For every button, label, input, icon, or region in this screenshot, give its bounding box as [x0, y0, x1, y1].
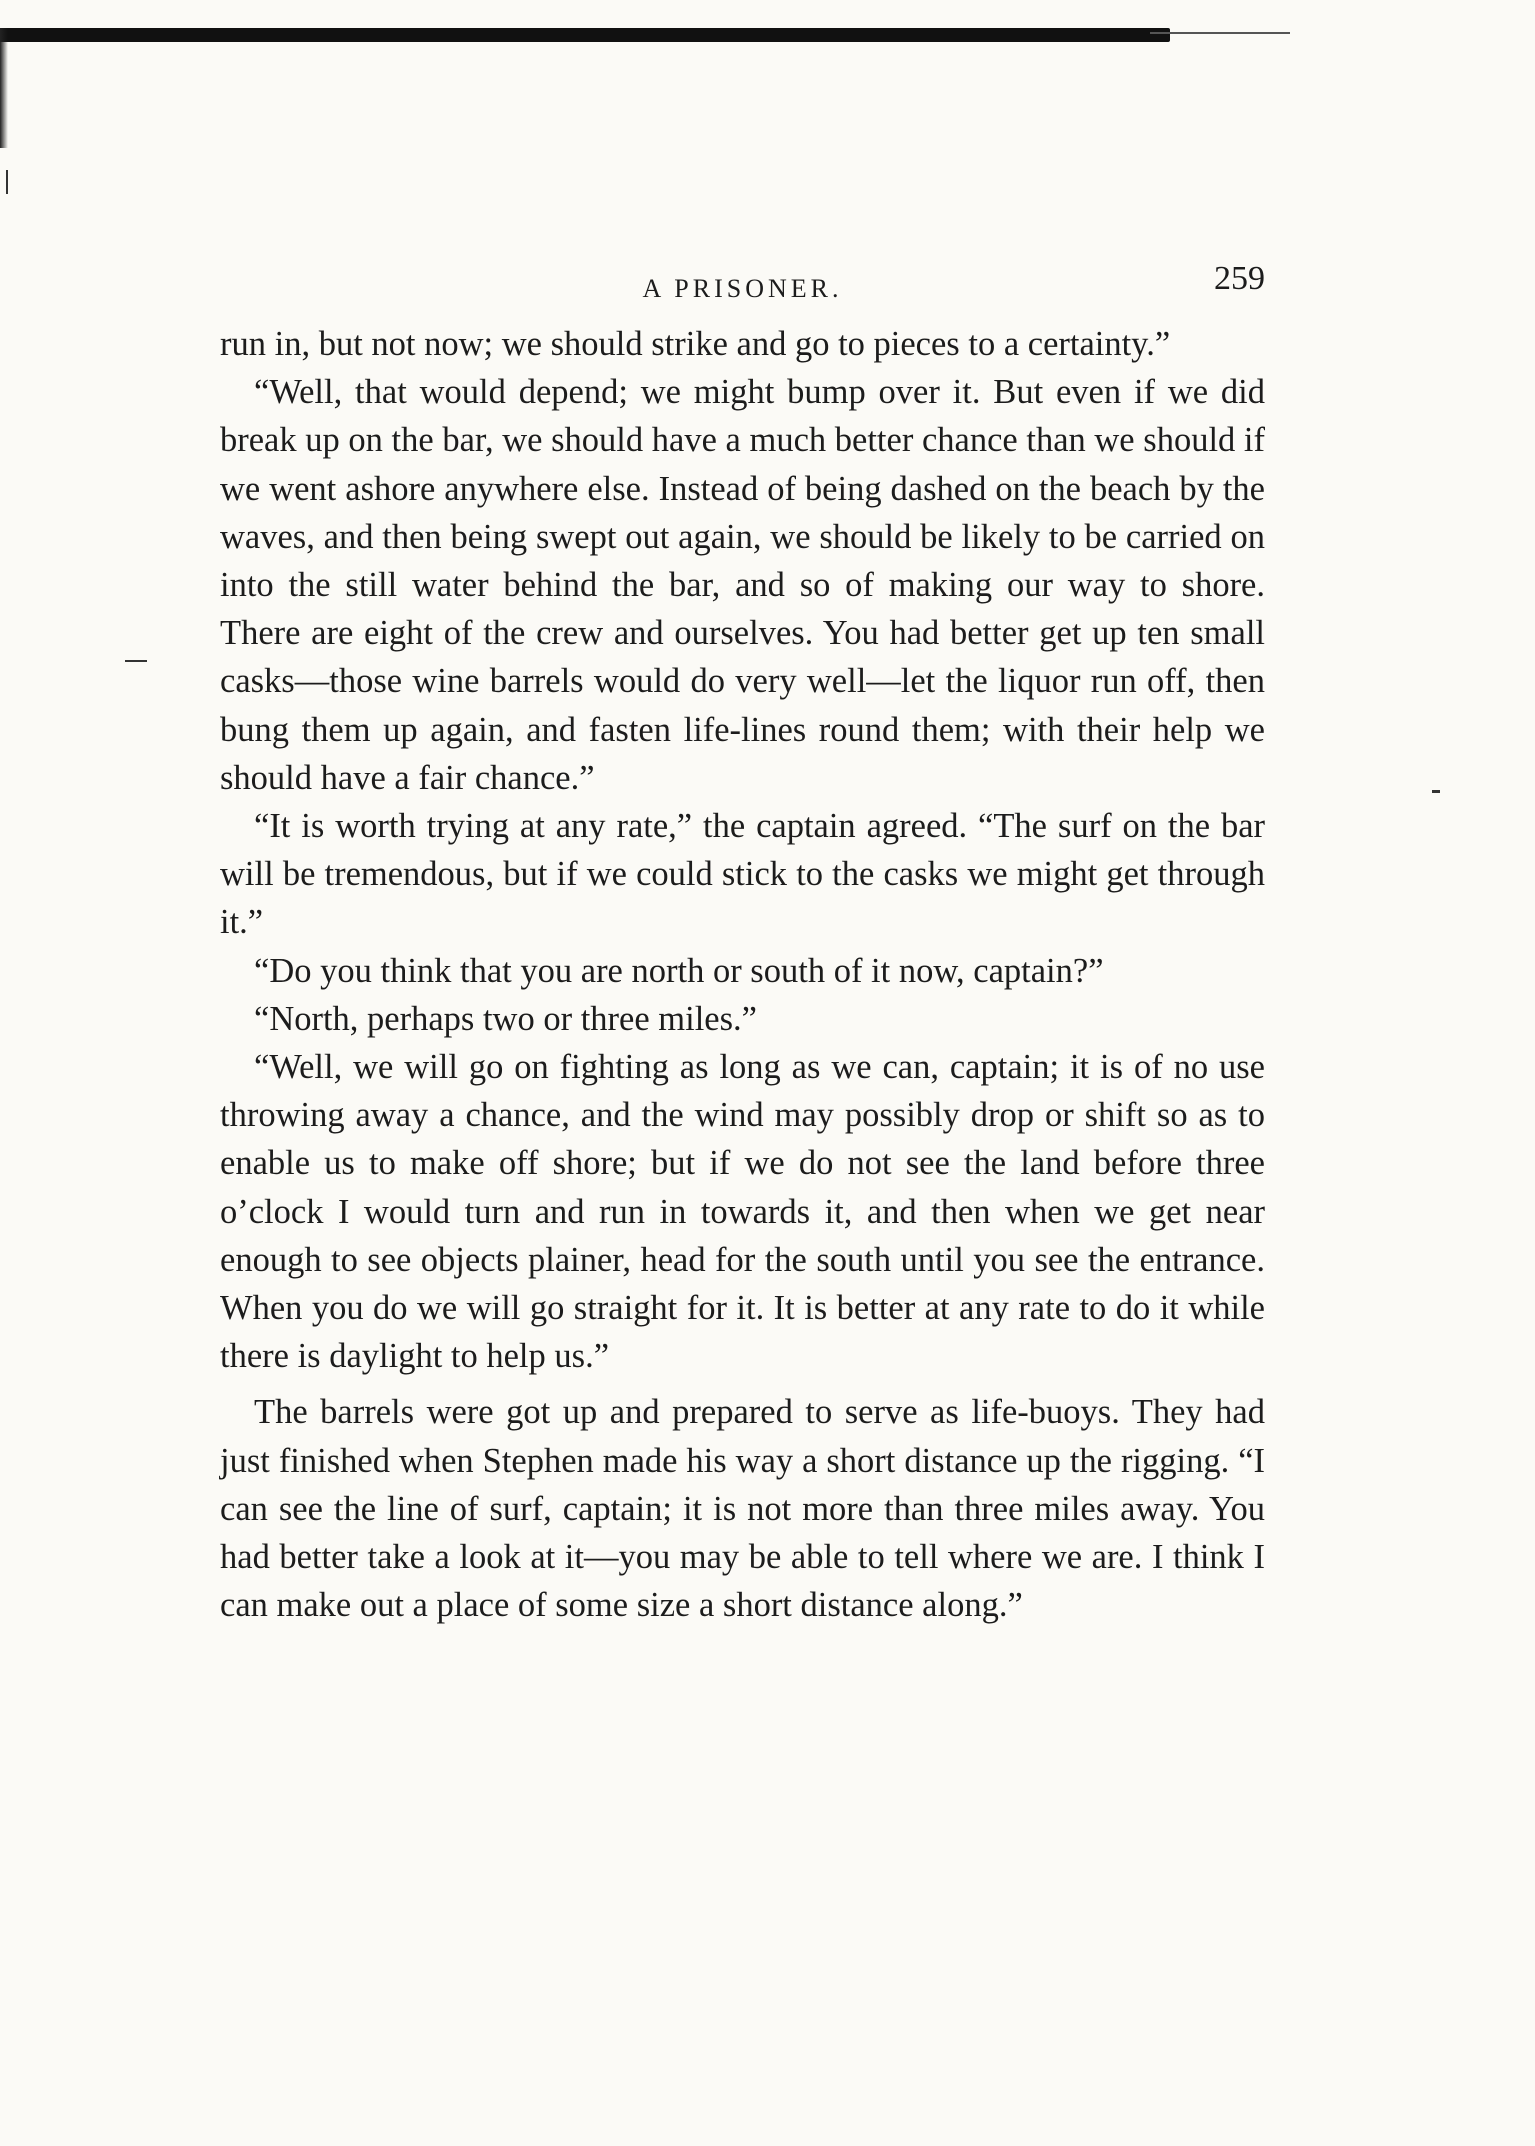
paragraph: The barrels were got up and prepared to serve as life-buoys. They had just finished when Stephen made his way a short distance up the rigging. “I can see the line of surf, captain; it is not more than three miles away. You had better take a look at it—you may be able to tell where we are. I think I can make out a place of some size a short distance along.”: [220, 1393, 1265, 1625]
paragraph: “It is worth trying at any rate,” the captain agreed. “The surf on the bar will be tremendous, but if we could stick to the casks we might get through it.”: [220, 807, 1265, 942]
body-text: [220, 320, 1265, 1629]
margin-mark: [125, 660, 147, 662]
paragraph: “North, perhaps two or three miles.”: [254, 999, 757, 1038]
scan-edge-rule: [1150, 32, 1290, 34]
paragraph: “Well, we will go on fighting as long as we can, captain; it is of no use throwing away a chance, and the wind may possibly drop or shift so as to enable us to make off shore; but if we do not see the land before three o’clock I would turn and run in towards it, and then when we get near enough to see objects plainer, head for the south until you see the entrance. When you do we will go straight for it. It is better at any rate to do it while there is daylight to help us.”: [220, 1048, 1265, 1376]
paragraph: “Well, that would depend; we might bump over it. But even if we did break up on the bar, we should have a much better chance than we should if we went ashore anywhere else. Instead of being dashed on the beach by the waves, and then being swept out again, we should be likely to be carried on into the still water behind the bar, and so of making our way to shore. There are eight of the crew and ourselves. You had better get up ten small casks—those wine barrels would do very well—let the liquor run off, then bung them up again, and fasten life-lines round them; with their help we should have a fair chance.”: [220, 373, 1265, 797]
page-number: 259: [1214, 260, 1265, 297]
page-header: [220, 260, 1265, 320]
margin-mark: [6, 170, 8, 194]
running-head: A PRISONER.: [642, 274, 843, 303]
margin-mark: [1432, 790, 1440, 793]
scan-left-shadow: [0, 28, 8, 148]
paragraph: “Do you think that you are north or south of it now, captain?”: [254, 951, 1104, 990]
scan-edge-bar: [0, 28, 1170, 42]
paragraph: run in, but not now; we should strike and go to pieces to a certainty.”: [220, 325, 1171, 363]
book-page: [220, 260, 1265, 2060]
